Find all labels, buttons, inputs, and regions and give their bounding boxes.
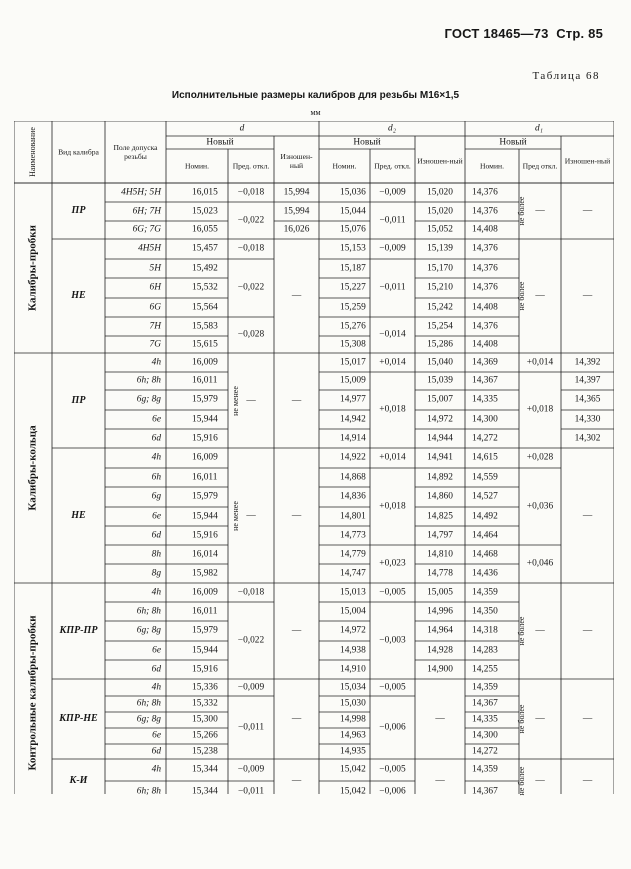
d2-worn-cell: 14,900 bbox=[427, 663, 453, 674]
d-worn-cell: 15,994 bbox=[283, 186, 310, 197]
d2-worn-cell: 15,020 bbox=[427, 186, 453, 197]
d2-nom-cell: 15,276 bbox=[340, 320, 366, 331]
d-nom-cell: 16,009 bbox=[192, 356, 218, 367]
d1-nom-cell: 14,527 bbox=[472, 491, 498, 502]
d1-worn-cell: — bbox=[582, 205, 593, 216]
header-tolerance-field: Поле допуска резьбы bbox=[113, 142, 158, 161]
d-nom-cell: 15,457 bbox=[192, 243, 218, 254]
d-nom-cell: 15,944 bbox=[192, 413, 218, 424]
d1-worn-cell: 14,302 bbox=[574, 432, 601, 443]
d2-worn-cell: 14,941 bbox=[427, 452, 453, 463]
d2-worn-cell: 15,242 bbox=[427, 301, 453, 312]
d1-nom-cell: 14,359 bbox=[472, 681, 498, 692]
d2-nom-cell: 15,187 bbox=[340, 262, 366, 273]
header-worn-d1: Изношен-ный bbox=[564, 156, 611, 166]
kind-label-4: КПР-ПР bbox=[59, 625, 98, 636]
d2-dev-cell: +0,014 bbox=[379, 452, 406, 463]
d2-dev-cell: +0,018 bbox=[379, 404, 406, 415]
d-nom-cell: 16,055 bbox=[192, 224, 218, 235]
d-nom-cell: 15,023 bbox=[192, 205, 218, 216]
note-not-more-2: не более bbox=[517, 616, 526, 646]
dimensions-table bbox=[14, 121, 614, 797]
d-nom-cell: 15,492 bbox=[192, 262, 218, 273]
d2-nom-cell: 15,030 bbox=[340, 698, 366, 709]
d2-worn-cell: 14,810 bbox=[427, 548, 453, 559]
d-nom-cell: 15,564 bbox=[192, 301, 218, 312]
tolerance-cell: 6h; 8h bbox=[136, 605, 161, 616]
d2-nom-cell: 15,259 bbox=[340, 301, 366, 312]
d2-worn-cell: 15,286 bbox=[427, 338, 453, 349]
header-nom-d2: Номин. bbox=[332, 161, 357, 171]
d2-nom-cell: 14,747 bbox=[340, 567, 366, 578]
group-label-1: Калибры-кольца bbox=[26, 425, 39, 511]
d1-nom-cell: 14,300 bbox=[472, 413, 498, 424]
tolerance-cell: 6h; 8h bbox=[136, 698, 161, 709]
tolerance-cell: 6g bbox=[151, 491, 161, 502]
d-dev-cell: −0,009 bbox=[237, 764, 265, 775]
d1-worn-cell: — bbox=[582, 290, 593, 301]
d2-nom-cell: 14,938 bbox=[340, 644, 366, 655]
d1-nom-cell: 14,376 bbox=[472, 282, 498, 293]
d-nom-cell: 16,009 bbox=[192, 452, 218, 463]
d2-worn-cell: 14,944 bbox=[427, 432, 453, 443]
d2-worn-cell: 15,007 bbox=[427, 394, 453, 405]
d1-nom-cell: 14,272 bbox=[472, 745, 498, 756]
d2-worn-cell: 14,972 bbox=[427, 413, 453, 424]
d2-worn-cell: 14,778 bbox=[427, 567, 453, 578]
d-nom-cell: 15,266 bbox=[192, 730, 218, 741]
d2-dev-cell: +0,023 bbox=[379, 558, 406, 569]
tolerance-cell: 4h bbox=[151, 586, 161, 597]
note-not-more-0: не более bbox=[517, 196, 526, 226]
tolerance-cell: 6d bbox=[151, 745, 161, 756]
kind-label-5: КПР-НЕ bbox=[59, 713, 98, 724]
tolerance-cell: 6H; 7H bbox=[132, 205, 161, 216]
kind-label-3: НЕ bbox=[71, 509, 86, 521]
header-nom-d1: Номин. bbox=[480, 161, 504, 171]
d-nom-cell: 16,011 bbox=[192, 605, 218, 616]
header-dev-d2: Пред. откл. bbox=[374, 161, 411, 171]
d-dev-cell: −0,028 bbox=[237, 329, 265, 340]
d2-dev-cell: −0,009 bbox=[379, 186, 406, 197]
tolerance-cell: 4H5H; 5H bbox=[121, 186, 161, 197]
d-nom-cell: 15,344 bbox=[192, 786, 218, 797]
d1-nom-cell: 14,468 bbox=[472, 548, 498, 559]
d-nom-cell: 15,583 bbox=[192, 320, 218, 331]
d1-nom-cell: 14,376 bbox=[472, 243, 498, 254]
tolerance-cell: 6G; 7G bbox=[132, 224, 161, 235]
tolerance-cell: 6g; 8g bbox=[136, 394, 161, 405]
d-nom-cell: 16,011 bbox=[192, 375, 218, 386]
d1-dev-cell: +0,046 bbox=[526, 558, 554, 569]
d2-nom-cell: 15,042 bbox=[340, 786, 366, 797]
d-nom-cell: 15,300 bbox=[192, 714, 218, 725]
d1-nom-cell: 14,350 bbox=[472, 605, 498, 616]
d1-nom-cell: 14,464 bbox=[472, 529, 498, 540]
tolerance-cell: 8h bbox=[151, 548, 161, 559]
d-dev-cell: −0,022 bbox=[237, 634, 265, 645]
kind-label-0: ПР bbox=[71, 205, 86, 216]
d1-worn-cell: — bbox=[582, 509, 593, 520]
d2-dev-cell: −0,005 bbox=[379, 681, 406, 692]
d2-nom-cell: 14,998 bbox=[340, 714, 366, 725]
d1-nom-cell: 14,367 bbox=[472, 698, 498, 709]
d-worn-cell: — bbox=[291, 394, 302, 405]
d2-worn-cell: 15,020 bbox=[427, 205, 453, 216]
note-not-more-1: не более bbox=[517, 281, 526, 311]
d2-nom-cell: 15,034 bbox=[340, 681, 366, 692]
d2-nom-cell: 14,779 bbox=[340, 548, 366, 559]
note-not-less-0: не менее bbox=[231, 385, 240, 416]
d2-nom-cell: 14,801 bbox=[340, 510, 366, 521]
d-nom-cell: 15,344 bbox=[192, 764, 218, 775]
d-dev-cell: −0,022 bbox=[237, 214, 265, 225]
header-new-d: Новый bbox=[206, 137, 234, 148]
d1-nom-cell: 14,318 bbox=[472, 625, 498, 636]
d1-dev-cell: — bbox=[535, 205, 545, 216]
d1-nom-cell: 14,559 bbox=[472, 471, 498, 482]
d2-nom-cell: 15,044 bbox=[340, 205, 366, 216]
header-worn-d2: Изношен-ный bbox=[417, 156, 463, 166]
group-label-0: Калибры-пробки bbox=[26, 225, 39, 311]
tolerance-cell: 6e bbox=[152, 730, 161, 741]
d-dev-cell: — bbox=[246, 394, 256, 405]
d2-nom-cell: 15,042 bbox=[340, 764, 366, 775]
d-nom-cell: 15,982 bbox=[192, 567, 218, 578]
tolerance-cell: 7G bbox=[149, 338, 161, 349]
header-d2: d₂ bbox=[388, 123, 396, 134]
d2-worn-cell: 14,797 bbox=[427, 529, 453, 540]
d-dev-cell: −0,018 bbox=[237, 586, 265, 597]
header-d1: d₁ bbox=[535, 123, 543, 134]
group-label-2: Контрольные калибры-пробки bbox=[26, 615, 39, 771]
note-not-less-1: не менее bbox=[231, 500, 240, 531]
tolerance-cell: 4h bbox=[151, 356, 161, 367]
header-nom-d: Номин. bbox=[185, 161, 209, 171]
d2-dev-cell: +0,014 bbox=[379, 356, 406, 367]
header-dev-d: Пред. откл. bbox=[232, 161, 270, 171]
d-nom-cell: 15,916 bbox=[192, 663, 218, 674]
d1-nom-cell: 14,615 bbox=[472, 452, 498, 463]
page-header bbox=[444, 26, 603, 41]
d-nom-cell: 15,336 bbox=[192, 681, 218, 692]
tolerance-cell: 8g bbox=[151, 567, 161, 578]
d-dev-cell: −0,018 bbox=[237, 186, 265, 197]
d-dev-cell: −0,018 bbox=[237, 243, 265, 254]
d1-nom-cell: 14,255 bbox=[472, 663, 498, 674]
d-worn-cell: 15,994 bbox=[283, 205, 310, 216]
tolerance-cell: 6h; 8h bbox=[136, 375, 161, 386]
note-not-more-3: не более bbox=[517, 704, 526, 734]
d-nom-cell: 15,944 bbox=[192, 510, 218, 521]
d1-worn-cell: — bbox=[582, 713, 593, 724]
kind-label-6: К-И bbox=[69, 775, 88, 786]
d1-worn-cell: — bbox=[582, 625, 593, 636]
d1-worn-cell: — bbox=[582, 775, 593, 786]
d2-worn-cell: 15,040 bbox=[427, 356, 453, 367]
d2-worn-cell: 15,139 bbox=[427, 243, 453, 254]
d1-nom-cell: 14,376 bbox=[472, 320, 498, 331]
d2-worn-cell: — bbox=[435, 775, 445, 786]
d1-nom-cell: 14,492 bbox=[472, 510, 498, 521]
d-nom-cell: 15,979 bbox=[192, 394, 218, 405]
d-nom-cell: 15,332 bbox=[192, 698, 218, 709]
d1-dev-cell: +0,018 bbox=[526, 404, 554, 415]
tolerance-cell: 6h bbox=[151, 471, 161, 482]
d2-nom-cell: 15,004 bbox=[340, 605, 366, 616]
d2-nom-cell: 15,017 bbox=[340, 356, 366, 367]
d2-dev-cell: −0,006 bbox=[379, 786, 406, 797]
d-worn-cell: — bbox=[291, 713, 302, 724]
d1-nom-cell: 14,272 bbox=[472, 432, 498, 443]
d2-nom-cell: 14,972 bbox=[340, 625, 366, 636]
tolerance-cell: 6H bbox=[149, 282, 161, 293]
d1-nom-cell: 14,408 bbox=[472, 338, 498, 349]
tolerance-cell: 6d bbox=[151, 529, 161, 540]
d1-worn-cell: 14,392 bbox=[574, 356, 601, 367]
d1-nom-cell: 14,408 bbox=[472, 301, 498, 312]
d2-nom-cell: 14,910 bbox=[340, 663, 366, 674]
d2-nom-cell: 14,942 bbox=[340, 413, 366, 424]
d2-worn-cell: 14,928 bbox=[427, 644, 453, 655]
header-new-d2: Новый bbox=[353, 137, 381, 148]
d-dev-cell: −0,011 bbox=[237, 786, 265, 797]
d2-nom-cell: 14,773 bbox=[340, 529, 366, 540]
d2-nom-cell: 14,868 bbox=[340, 471, 366, 482]
d-worn-cell: — bbox=[291, 775, 302, 786]
d2-worn-cell: 14,892 bbox=[427, 471, 453, 482]
d-worn-cell: — bbox=[291, 625, 302, 636]
d1-dev-cell: — bbox=[535, 625, 545, 636]
d1-dev-cell: — bbox=[535, 775, 545, 786]
d-nom-cell: 16,014 bbox=[192, 548, 218, 559]
d2-nom-cell: 14,922 bbox=[340, 452, 366, 463]
d2-dev-cell: −0,011 bbox=[379, 214, 406, 225]
page-number: Стр. 85 bbox=[556, 26, 603, 41]
d2-dev-cell: −0,003 bbox=[379, 634, 406, 645]
d1-nom-cell: 14,408 bbox=[472, 224, 498, 235]
tolerance-cell: 6d bbox=[151, 432, 161, 443]
header-dev-d1: Пред откл. bbox=[522, 161, 558, 171]
unit-label: мм bbox=[310, 108, 321, 117]
d2-worn-cell: 15,052 bbox=[427, 224, 453, 235]
d2-nom-cell: 15,153 bbox=[340, 243, 366, 254]
d-nom-cell: 15,979 bbox=[192, 625, 218, 636]
table-number: Таблица 68 bbox=[532, 70, 600, 82]
d2-worn-cell: 15,005 bbox=[427, 586, 453, 597]
d2-worn-cell: 15,039 bbox=[427, 375, 453, 386]
tolerance-cell: 6e bbox=[152, 510, 161, 521]
d2-nom-cell: 15,009 bbox=[340, 375, 366, 386]
tolerance-cell: 6h; 8h bbox=[136, 786, 161, 797]
d2-worn-cell: 14,825 bbox=[427, 510, 453, 521]
note-not-more-4: не более bbox=[517, 766, 526, 796]
tolerance-cell: 7H bbox=[149, 320, 161, 331]
d2-nom-cell: 14,963 bbox=[340, 730, 366, 741]
d1-nom-cell: 14,335 bbox=[472, 714, 498, 725]
d2-dev-cell: −0,011 bbox=[379, 282, 406, 293]
d2-dev-cell: −0,014 bbox=[379, 329, 406, 340]
d2-nom-cell: 14,836 bbox=[340, 491, 366, 502]
d1-dev-cell: — bbox=[535, 713, 545, 724]
tolerance-cell: 4h bbox=[151, 452, 161, 463]
d2-nom-cell: 14,935 bbox=[340, 745, 366, 756]
d1-nom-cell: 14,376 bbox=[472, 262, 498, 273]
d2-dev-cell: +0,018 bbox=[379, 500, 406, 511]
d1-nom-cell: 14,359 bbox=[472, 764, 498, 775]
d-nom-cell: 15,238 bbox=[192, 745, 218, 756]
d-nom-cell: 15,532 bbox=[192, 282, 218, 293]
header-new-d1: Новый bbox=[499, 137, 527, 148]
d-nom-cell: 16,011 bbox=[192, 471, 218, 482]
d1-worn-cell: 14,397 bbox=[574, 375, 601, 386]
d2-worn-cell: 15,170 bbox=[427, 262, 453, 273]
d-nom-cell: 15,916 bbox=[192, 432, 218, 443]
header-worn-d: Изношен-ный bbox=[280, 151, 313, 170]
d2-nom-cell: 15,036 bbox=[340, 186, 366, 197]
tolerance-cell: 6G bbox=[149, 301, 161, 312]
d-worn-cell: 16,026 bbox=[283, 224, 310, 235]
d-worn-cell: — bbox=[291, 509, 302, 520]
d1-nom-cell: 14,376 bbox=[472, 186, 498, 197]
kind-label-1: НЕ bbox=[71, 290, 86, 301]
d-dev-cell: −0,022 bbox=[237, 282, 265, 293]
d1-nom-cell: 14,376 bbox=[472, 205, 498, 216]
d-worn-cell: — bbox=[291, 290, 302, 301]
d-nom-cell: 15,944 bbox=[192, 644, 218, 655]
tolerance-cell: 4h bbox=[151, 764, 161, 775]
d1-nom-cell: 14,367 bbox=[472, 786, 498, 797]
d2-dev-cell: −0,009 bbox=[379, 243, 406, 254]
standard-code: ГОСТ 18465—73 bbox=[444, 26, 549, 41]
kind-label-2: ПР bbox=[71, 394, 86, 406]
d-nom-cell: 15,916 bbox=[192, 529, 218, 540]
d1-worn-cell: 14,330 bbox=[574, 413, 601, 424]
d1-nom-cell: 14,367 bbox=[472, 375, 498, 386]
d1-dev-cell: +0,014 bbox=[526, 356, 554, 367]
tolerance-cell: 5H bbox=[149, 262, 161, 273]
d1-worn-cell: 14,365 bbox=[574, 394, 601, 405]
d2-nom-cell: 15,076 bbox=[340, 224, 366, 235]
tolerance-cell: 6g; 8g bbox=[136, 625, 161, 636]
d-dev-cell: −0,009 bbox=[237, 681, 265, 692]
d-dev-cell: — bbox=[246, 509, 256, 520]
d-nom-cell: 16,009 bbox=[192, 586, 218, 597]
d2-dev-cell: −0,006 bbox=[379, 721, 406, 732]
d-nom-cell: 15,979 bbox=[192, 491, 218, 502]
d2-worn-cell: 14,996 bbox=[427, 605, 453, 616]
d2-worn-cell: 15,210 bbox=[427, 282, 453, 293]
table-title: Исполнительные размеры калибров для резьбы M16×1,5 bbox=[171, 90, 460, 101]
d-nom-cell: 16,015 bbox=[192, 186, 218, 197]
tolerance-cell: 6d bbox=[151, 663, 161, 674]
d2-worn-cell: 14,860 bbox=[427, 491, 453, 502]
d1-nom-cell: 14,369 bbox=[472, 356, 498, 367]
header-d: d bbox=[239, 123, 245, 134]
d2-worn-cell: — bbox=[435, 713, 445, 724]
d1-nom-cell: 14,300 bbox=[472, 730, 498, 741]
tolerance-cell: 6g; 8g bbox=[136, 714, 161, 725]
d2-nom-cell: 15,013 bbox=[340, 586, 366, 597]
tolerance-cell: 6e bbox=[152, 413, 161, 424]
d2-nom-cell: 15,227 bbox=[340, 282, 366, 293]
d2-worn-cell: 15,254 bbox=[427, 320, 453, 331]
d1-nom-cell: 14,283 bbox=[472, 644, 498, 655]
d2-nom-cell: 14,914 bbox=[340, 432, 366, 443]
d1-nom-cell: 14,335 bbox=[472, 394, 498, 405]
d1-dev-cell: — bbox=[535, 290, 545, 301]
d-dev-cell: −0,011 bbox=[237, 721, 265, 732]
d2-nom-cell: 14,977 bbox=[340, 394, 366, 405]
tolerance-cell: 4H5H bbox=[138, 243, 161, 254]
d2-dev-cell: −0,005 bbox=[379, 764, 406, 775]
d1-nom-cell: 14,359 bbox=[472, 586, 498, 597]
d2-dev-cell: −0,005 bbox=[379, 586, 406, 597]
d1-nom-cell: 14,436 bbox=[472, 567, 498, 578]
d-nom-cell: 15,615 bbox=[192, 338, 218, 349]
d2-worn-cell: 14,964 bbox=[427, 625, 453, 636]
tolerance-cell: 4h bbox=[151, 681, 161, 692]
d1-dev-cell: +0,028 bbox=[526, 452, 554, 463]
d1-dev-cell: +0,036 bbox=[526, 500, 554, 511]
header-kind: Вид калибра bbox=[58, 147, 99, 157]
d2-nom-cell: 15,308 bbox=[340, 338, 366, 349]
tolerance-cell: 6e bbox=[152, 644, 161, 655]
header-name: Наименование bbox=[28, 127, 37, 177]
